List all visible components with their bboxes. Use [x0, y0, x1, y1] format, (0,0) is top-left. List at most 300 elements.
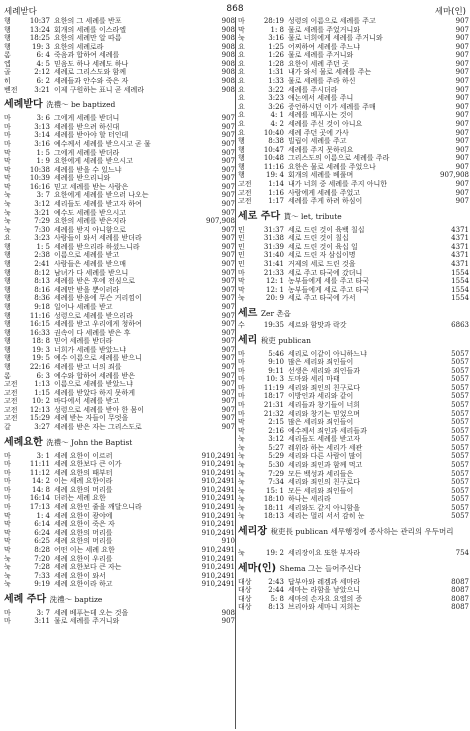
entry-row — [4, 580, 235, 589]
section-heading — [238, 525, 469, 549]
entry-row — [238, 197, 469, 206]
entry-row — [4, 286, 235, 295]
verse-ref: 8:38 — [268, 137, 284, 146]
verse-text: 세리들과 창기들이 너희 — [288, 400, 361, 409]
book-abbrev: 행 — [4, 285, 11, 294]
strong-number: 910,2491 — [201, 460, 235, 469]
book-abbrev: 갈 — [4, 423, 11, 432]
verse-ref: 12:13 — [29, 405, 50, 414]
strong-number: 907 — [455, 128, 469, 137]
book-abbrev: 막 — [4, 174, 11, 183]
book-abbrev: 마 — [4, 468, 11, 477]
verse-text: 세로 드린 것이 육백 칠십 — [288, 225, 365, 234]
entry-row — [238, 586, 469, 595]
book-abbrev: 행 — [238, 162, 245, 171]
entry-row — [238, 51, 469, 60]
book-abbrev: 행 — [4, 294, 11, 303]
book-abbrev: 마 — [4, 460, 11, 469]
strong-number: 5057 — [451, 400, 469, 409]
verse-ref: 18:17 — [263, 392, 284, 401]
verse-ref: 3:12 — [268, 435, 284, 444]
verse-ref: 19: 3 — [32, 42, 50, 51]
book-abbrev: 눅 — [238, 478, 245, 487]
verse-ref: 17:13 — [29, 503, 50, 512]
verse-text: 예수 이름으로 세례를 받으니 — [54, 354, 142, 363]
entry-row — [4, 166, 235, 175]
entry-row — [238, 286, 469, 295]
column-divider — [235, 17, 236, 729]
verse-text: 세리와 죄인의 친구로다 — [288, 383, 361, 392]
entry-row — [4, 555, 235, 564]
entry-row — [4, 337, 235, 346]
strong-number: 907 — [455, 77, 469, 86]
strong-number: 5057 — [451, 478, 469, 487]
verse-text: 이방인과 세리와 같이 — [288, 392, 354, 401]
strong-number: 5057 — [451, 443, 469, 452]
strong-number: 907 — [221, 157, 235, 166]
book-abbrev: 요 — [238, 102, 245, 111]
book-abbrev: 눅 — [4, 208, 11, 217]
book-abbrev: 롬 — [4, 371, 11, 380]
strong-number: 5057 — [451, 503, 469, 512]
verse-ref: 8:13 — [268, 603, 284, 612]
entry-row — [4, 226, 235, 235]
entry-row — [238, 603, 469, 612]
verse-text: 세리들도 세례를 받고자 — [288, 435, 361, 444]
verse-ref: 1: 9 — [36, 157, 50, 166]
verse-text: 내가 너희 중 세례를 주지 아니한 — [288, 179, 388, 188]
verse-text: 세례 요한의 머리를 — [54, 528, 113, 537]
book-abbrev: 민 — [238, 251, 245, 260]
verse-ref: 3:23 — [34, 234, 50, 243]
book-abbrev: 눅 — [4, 571, 11, 580]
strong-number: 8087 — [451, 586, 469, 595]
book-abbrev: 눅 — [238, 469, 245, 478]
strong-number: 907 — [221, 311, 235, 320]
entry-row — [4, 546, 235, 555]
book-abbrev: 요 — [238, 94, 245, 103]
entry-row — [238, 401, 469, 410]
verse-text: 이는 세례 요한이라 — [54, 477, 113, 486]
verse-ref: 1: 4 — [36, 511, 50, 520]
strong-number: 907 — [455, 25, 469, 34]
verse-ref: 3:23 — [268, 94, 284, 103]
verse-text: 세례 요한이 와서 — [54, 571, 106, 580]
verse-ref: 19: 4 — [266, 171, 284, 180]
verse-ref: 9:19 — [34, 580, 50, 589]
book-abbrev: 막 — [4, 165, 11, 174]
strong-number: 910 — [221, 537, 235, 546]
book-abbrev: 요 — [238, 128, 245, 137]
verse-ref: 3:16 — [268, 34, 284, 43]
strong-number: 910,2491 — [201, 451, 235, 460]
headword-gloss: Shema 그는 들어주신다 — [279, 563, 362, 573]
verse-ref: 7:30 — [34, 225, 50, 234]
verse-text: 세리와 다른 사람이 많이 — [288, 452, 363, 461]
verse-text: 레위라 하는 세리가 세관 — [288, 443, 363, 452]
strong-number: 910,2491 — [201, 571, 235, 580]
entry-row — [4, 512, 235, 521]
verse-ref: 10: 3 — [266, 375, 284, 384]
verse-ref: 2:44 — [268, 586, 284, 595]
verse-text: 물로 세례를 주라 하신 — [288, 77, 356, 86]
verse-ref: 6:24 — [34, 528, 50, 537]
verse-text: 예수도 세례를 받으시고 — [54, 208, 127, 217]
strong-number: 8087 — [451, 603, 469, 612]
verse-text: 많은 세리와 죄인들이 — [288, 418, 354, 427]
book-abbrev: 마 — [238, 392, 245, 401]
entry-row — [238, 189, 469, 198]
verse-text: 세례를 받음에 무슨 거리낌이 — [54, 294, 142, 303]
verse-ref: 12: 1 — [266, 277, 284, 286]
strong-number: 907 — [455, 68, 469, 77]
verse-ref: 2:16 — [268, 426, 284, 435]
entry-row — [4, 609, 235, 618]
entry-row — [238, 103, 469, 112]
strong-number: 907 — [221, 260, 235, 269]
verse-ref: 31:38 — [263, 234, 284, 243]
book-abbrev: 요 — [238, 59, 245, 68]
verse-ref: 2:12 — [34, 68, 50, 77]
verse-ref: 31:37 — [263, 225, 284, 234]
entry-row — [238, 444, 469, 453]
verse-text: 세례 요한보다 큰 이가 — [54, 460, 122, 469]
strong-number: 910,2491 — [201, 528, 235, 537]
verse-ref: 4: 1 — [270, 111, 284, 120]
verse-ref: 16:14 — [29, 494, 50, 503]
verse-text: 더러는 세례 요한 — [54, 494, 106, 503]
strong-number: 907 — [221, 285, 235, 294]
verse-text: 회개의 세례를 이스라엘 — [54, 25, 127, 34]
verse-ref: 14: 2 — [32, 477, 50, 486]
strong-number: 908 — [221, 51, 235, 60]
book-abbrev: 눅 — [4, 580, 11, 589]
entry-row — [4, 191, 235, 200]
strong-number: 907 — [221, 345, 235, 354]
book-abbrev: 행 — [238, 171, 245, 180]
strong-number: 910,2491 — [201, 511, 235, 520]
verse-ref: 15: 1 — [266, 486, 284, 495]
book-abbrev: 막 — [238, 25, 245, 34]
verse-text: 믿어 세례를 받더라 — [54, 337, 113, 346]
verse-text: 선생은 세리와 죄인들과 — [288, 366, 361, 375]
book-abbrev: 행 — [4, 302, 11, 311]
section-heading — [238, 334, 469, 350]
strong-number: 907 — [221, 268, 235, 277]
strong-number: 907 — [455, 119, 469, 128]
verse-ref: 1:31 — [268, 68, 284, 77]
book-abbrev: 눅 — [4, 225, 11, 234]
verse-ref: 8:16 — [34, 285, 50, 294]
strong-number: 907 — [455, 188, 469, 197]
verse-text: 세례를 받은 후에 전심으로 — [54, 277, 136, 286]
entry-row — [4, 77, 235, 86]
entry-row — [4, 26, 235, 35]
book-abbrev: 엡 — [4, 59, 11, 68]
strong-number: 910,2491 — [201, 468, 235, 477]
verse-text: 세례 요한이 이르러 — [54, 451, 113, 460]
entry-row — [238, 427, 469, 436]
strong-number: 907 — [221, 191, 235, 200]
strong-number: 907 — [221, 397, 235, 406]
verse-text: 도마와 세리 마태 — [288, 375, 340, 384]
book-abbrev: 마 — [4, 617, 11, 626]
entry-row — [4, 86, 235, 95]
verse-text: 세례 요한이 우리를 — [54, 554, 113, 563]
strong-number: 907 — [455, 162, 469, 171]
verse-text: 세례 요한인 줄을 깨달으니라 — [54, 503, 142, 512]
verse-text: 물로 세례를 주었거니와 — [288, 25, 361, 34]
book-abbrev: 행 — [4, 268, 11, 277]
book-abbrev: 요 — [238, 119, 245, 128]
verse-text: 세로 주고 타국에 가서 — [288, 294, 356, 303]
verse-text: 거제의 세로 드린 것을 — [288, 260, 356, 269]
verse-text: 예수께서 죄인과 세리들과 — [288, 426, 367, 435]
book-abbrev: 눅 — [4, 191, 11, 200]
strong-number: 907,908 — [440, 171, 469, 180]
strong-number: 907 — [221, 114, 235, 123]
headword-gloss: 洗禮～ baptize — [49, 594, 103, 604]
verse-ref: 16:33 — [29, 328, 50, 337]
entry-row — [238, 294, 469, 303]
verse-ref: 16:16 — [29, 182, 50, 191]
strong-number: 908 — [221, 85, 235, 94]
book-abbrev: 행 — [4, 354, 11, 363]
entry-row — [238, 410, 469, 419]
book-abbrev: 요 — [4, 234, 11, 243]
strong-number: 908 — [221, 42, 235, 51]
entry-row — [238, 251, 469, 260]
book-abbrev: 마 — [238, 268, 245, 277]
entry-row — [4, 157, 235, 166]
verse-text: 세마는 라함을 낳았으니 — [288, 586, 361, 595]
strong-number: 907 — [221, 122, 235, 131]
verse-ref: 6: 4 — [36, 51, 50, 60]
strong-number: 907 — [221, 414, 235, 423]
strong-number: 908 — [221, 59, 235, 68]
book-abbrev: 고전 — [4, 388, 18, 397]
strong-number: 907 — [455, 137, 469, 146]
verse-ref: 3:16 — [34, 139, 50, 148]
strong-number: 907 — [221, 302, 235, 311]
verse-ref: 28:19 — [263, 17, 284, 25]
entry-row — [4, 123, 235, 132]
book-abbrev: 고전 — [4, 414, 18, 423]
book-abbrev: 눅 — [4, 199, 11, 208]
verse-text: 세례 요한이 광야에 — [54, 511, 113, 520]
headword: 세례받다 — [4, 99, 43, 111]
verse-text: 세례를 받으려 하신대 — [54, 122, 120, 131]
verse-ref: 1: 5 — [36, 242, 50, 251]
verse-ref: 22:16 — [29, 362, 50, 371]
strong-number: 907 — [221, 208, 235, 217]
strong-number: 907 — [455, 59, 469, 68]
verse-text: 요한의 세례만 알 따름 — [54, 34, 122, 43]
entry-row — [238, 120, 469, 129]
strong-number: 4371 — [451, 234, 469, 243]
book-abbrev: 마 — [238, 358, 245, 367]
verse-text: 세례 주던 곳에 가사 — [288, 128, 349, 137]
entry-row — [238, 375, 469, 384]
entry-row — [238, 260, 469, 269]
verse-text: 어찌하여 세례를 주느냐 — [288, 42, 361, 51]
verse-ref: 1:33 — [268, 77, 284, 86]
strong-number: 4371 — [451, 251, 469, 260]
verse-ref: 2:41 — [34, 260, 50, 269]
entry-row — [238, 34, 469, 43]
strong-number: 5057 — [451, 452, 469, 461]
book-abbrev: 마 — [4, 451, 11, 460]
entry-row — [4, 380, 235, 389]
strong-number: 907 — [221, 328, 235, 337]
entry-row — [238, 43, 469, 52]
book-abbrev: 눅 — [4, 217, 11, 226]
verse-text: 세례를 주신 것이 아니요 — [288, 119, 363, 128]
book-abbrev: 벧전 — [4, 85, 18, 94]
verse-text: 성령으로 세례를 받으리라 — [54, 311, 133, 320]
strong-number: 907 — [455, 197, 469, 206]
book-abbrev: 행 — [4, 320, 11, 329]
book-abbrev: 대상 — [238, 586, 252, 595]
book-abbrev: 대상 — [238, 603, 252, 612]
strong-number: 908 — [221, 68, 235, 77]
strong-number: 907 — [221, 242, 235, 251]
strong-number: 907 — [221, 380, 235, 389]
verse-ref: 5:27 — [268, 443, 284, 452]
strong-number: 907 — [455, 85, 469, 94]
headword-gloss: 稅吏長 publican 세무행정에 종사하는 관리의 우두머리 — [270, 527, 454, 537]
strong-number: 5057 — [451, 358, 469, 367]
headword: 세례요한 — [4, 436, 43, 448]
verse-ref: 9:11 — [268, 366, 284, 375]
verse-ref: 19: 3 — [32, 345, 50, 354]
entry-row — [4, 354, 235, 363]
verse-ref: 11:11 — [29, 460, 50, 469]
entry-row — [238, 146, 469, 155]
entry-row — [238, 578, 469, 587]
strong-number: 907 — [455, 154, 469, 163]
headword-gloss: Zer 촌읍 — [260, 308, 291, 318]
verse-ref: 3: 7 — [36, 191, 50, 200]
entry-row — [238, 171, 469, 180]
book-abbrev: 민 — [238, 225, 245, 234]
verse-text: 모든 세리와 죄인들이 — [288, 486, 354, 495]
entry-row — [238, 452, 469, 461]
verse-text: 세례를 받고 너의 죄를 — [54, 362, 122, 371]
verse-text: 세례를 받으리니와 — [54, 174, 111, 183]
strong-number: 907 — [221, 277, 235, 286]
verse-ref: 1:16 — [268, 188, 284, 197]
verse-text: 요한은 물로 세례를 주었으나 — [288, 162, 376, 171]
strong-number: 907 — [221, 199, 235, 208]
verse-ref: 13:24 — [29, 25, 50, 34]
verse-text: 세리와 창기는 믿었으며 — [288, 409, 361, 418]
book-abbrev: 막 — [238, 426, 245, 435]
verse-text: 세리로 이같이 아니하느냐 — [288, 349, 367, 358]
verse-text: 애논에서 세례를 주니 — [288, 94, 354, 103]
verse-text: 회개의 세례를 베풀며 — [288, 171, 354, 180]
verse-ref: 5: 8 — [270, 594, 284, 603]
verse-text: 이름으로 세례를 받았느냐 — [54, 380, 133, 389]
verse-ref: 3: 7 — [36, 608, 50, 617]
verse-text: 세례를 받으리라 하셨느니라 — [54, 242, 140, 251]
strong-number: 8087 — [451, 594, 469, 603]
verse-text: 세례 요한의 머리를 — [54, 537, 113, 546]
book-abbrev: 행 — [238, 137, 245, 146]
strong-number: 4371 — [451, 260, 469, 269]
book-abbrev: 눅 — [238, 486, 245, 495]
entry-row — [4, 537, 235, 546]
book-abbrev: 요 — [238, 85, 245, 94]
book-abbrev: 마 — [238, 366, 245, 375]
verse-text: 세리장이요 또한 부자라 — [288, 549, 361, 558]
entry-row — [238, 180, 469, 189]
strong-number: 5057 — [451, 392, 469, 401]
strong-number: 907 — [455, 145, 469, 154]
verse-text: 하나는 세리라 — [288, 495, 331, 504]
book-abbrev: 히 — [4, 77, 11, 86]
strong-number: 5057 — [451, 349, 469, 358]
entry-row — [4, 572, 235, 581]
entry-row — [238, 77, 469, 86]
entry-row — [238, 94, 469, 103]
entry-row — [4, 260, 235, 269]
section-heading — [4, 98, 235, 114]
headword-gloss: 稅吏 publican — [260, 335, 311, 345]
entry-row — [238, 495, 469, 504]
book-abbrev: 행 — [4, 260, 11, 269]
entry-row — [238, 549, 469, 558]
verse-text: 사람들은 세례를 받으매 — [54, 260, 127, 269]
entry-row — [238, 595, 469, 604]
entry-row — [4, 406, 235, 415]
strong-number: 907 — [455, 94, 469, 103]
headword: 세마(인) — [238, 562, 277, 574]
strong-number: 907 — [221, 423, 235, 432]
verse-text: 예수께서 세례를 받으시고 곧 물 — [54, 139, 151, 148]
book-abbrev: 눅 — [238, 443, 245, 452]
book-abbrev: 요 — [238, 68, 245, 77]
entry-row — [238, 487, 469, 496]
strong-number: 4371 — [451, 225, 469, 234]
verse-ref: 3:12 — [34, 199, 50, 208]
verse-ref: 4: 5 — [36, 59, 50, 68]
strong-number: 5057 — [451, 375, 469, 384]
entry-row — [4, 43, 235, 52]
verse-text: 세리와 죄인의 친구로다 — [288, 478, 361, 487]
verse-ref: 21:31 — [263, 400, 284, 409]
verse-ref: 1:26 — [268, 51, 284, 60]
verse-text: 죽음과 합하여 세례를 — [54, 51, 120, 60]
entry-row — [4, 469, 235, 478]
entry-row — [238, 392, 469, 401]
book-abbrev: 요 — [238, 42, 245, 51]
book-abbrev: 마 — [238, 375, 245, 384]
book-abbrev: 고전 — [238, 188, 252, 197]
verse-ref: 6: 2 — [36, 77, 50, 86]
strong-number: 907 — [221, 371, 235, 380]
entry-row — [4, 503, 235, 512]
strong-number: 5057 — [451, 418, 469, 427]
verse-text: 세례를 받지 아니함으로 — [54, 225, 127, 234]
verse-ref: 2:43 — [268, 577, 284, 586]
book-abbrev: 고전 — [238, 197, 252, 206]
verse-text: 답부아와 레겜과 세마라 — [288, 577, 361, 586]
verse-text: 세마의 손자요 요엘의 증 — [288, 594, 363, 603]
verse-text: 세례 요한의 때부터 — [54, 468, 113, 477]
verse-text: 일어나 세례를 받고 — [54, 302, 113, 311]
verse-ref: 10:39 — [29, 174, 50, 183]
